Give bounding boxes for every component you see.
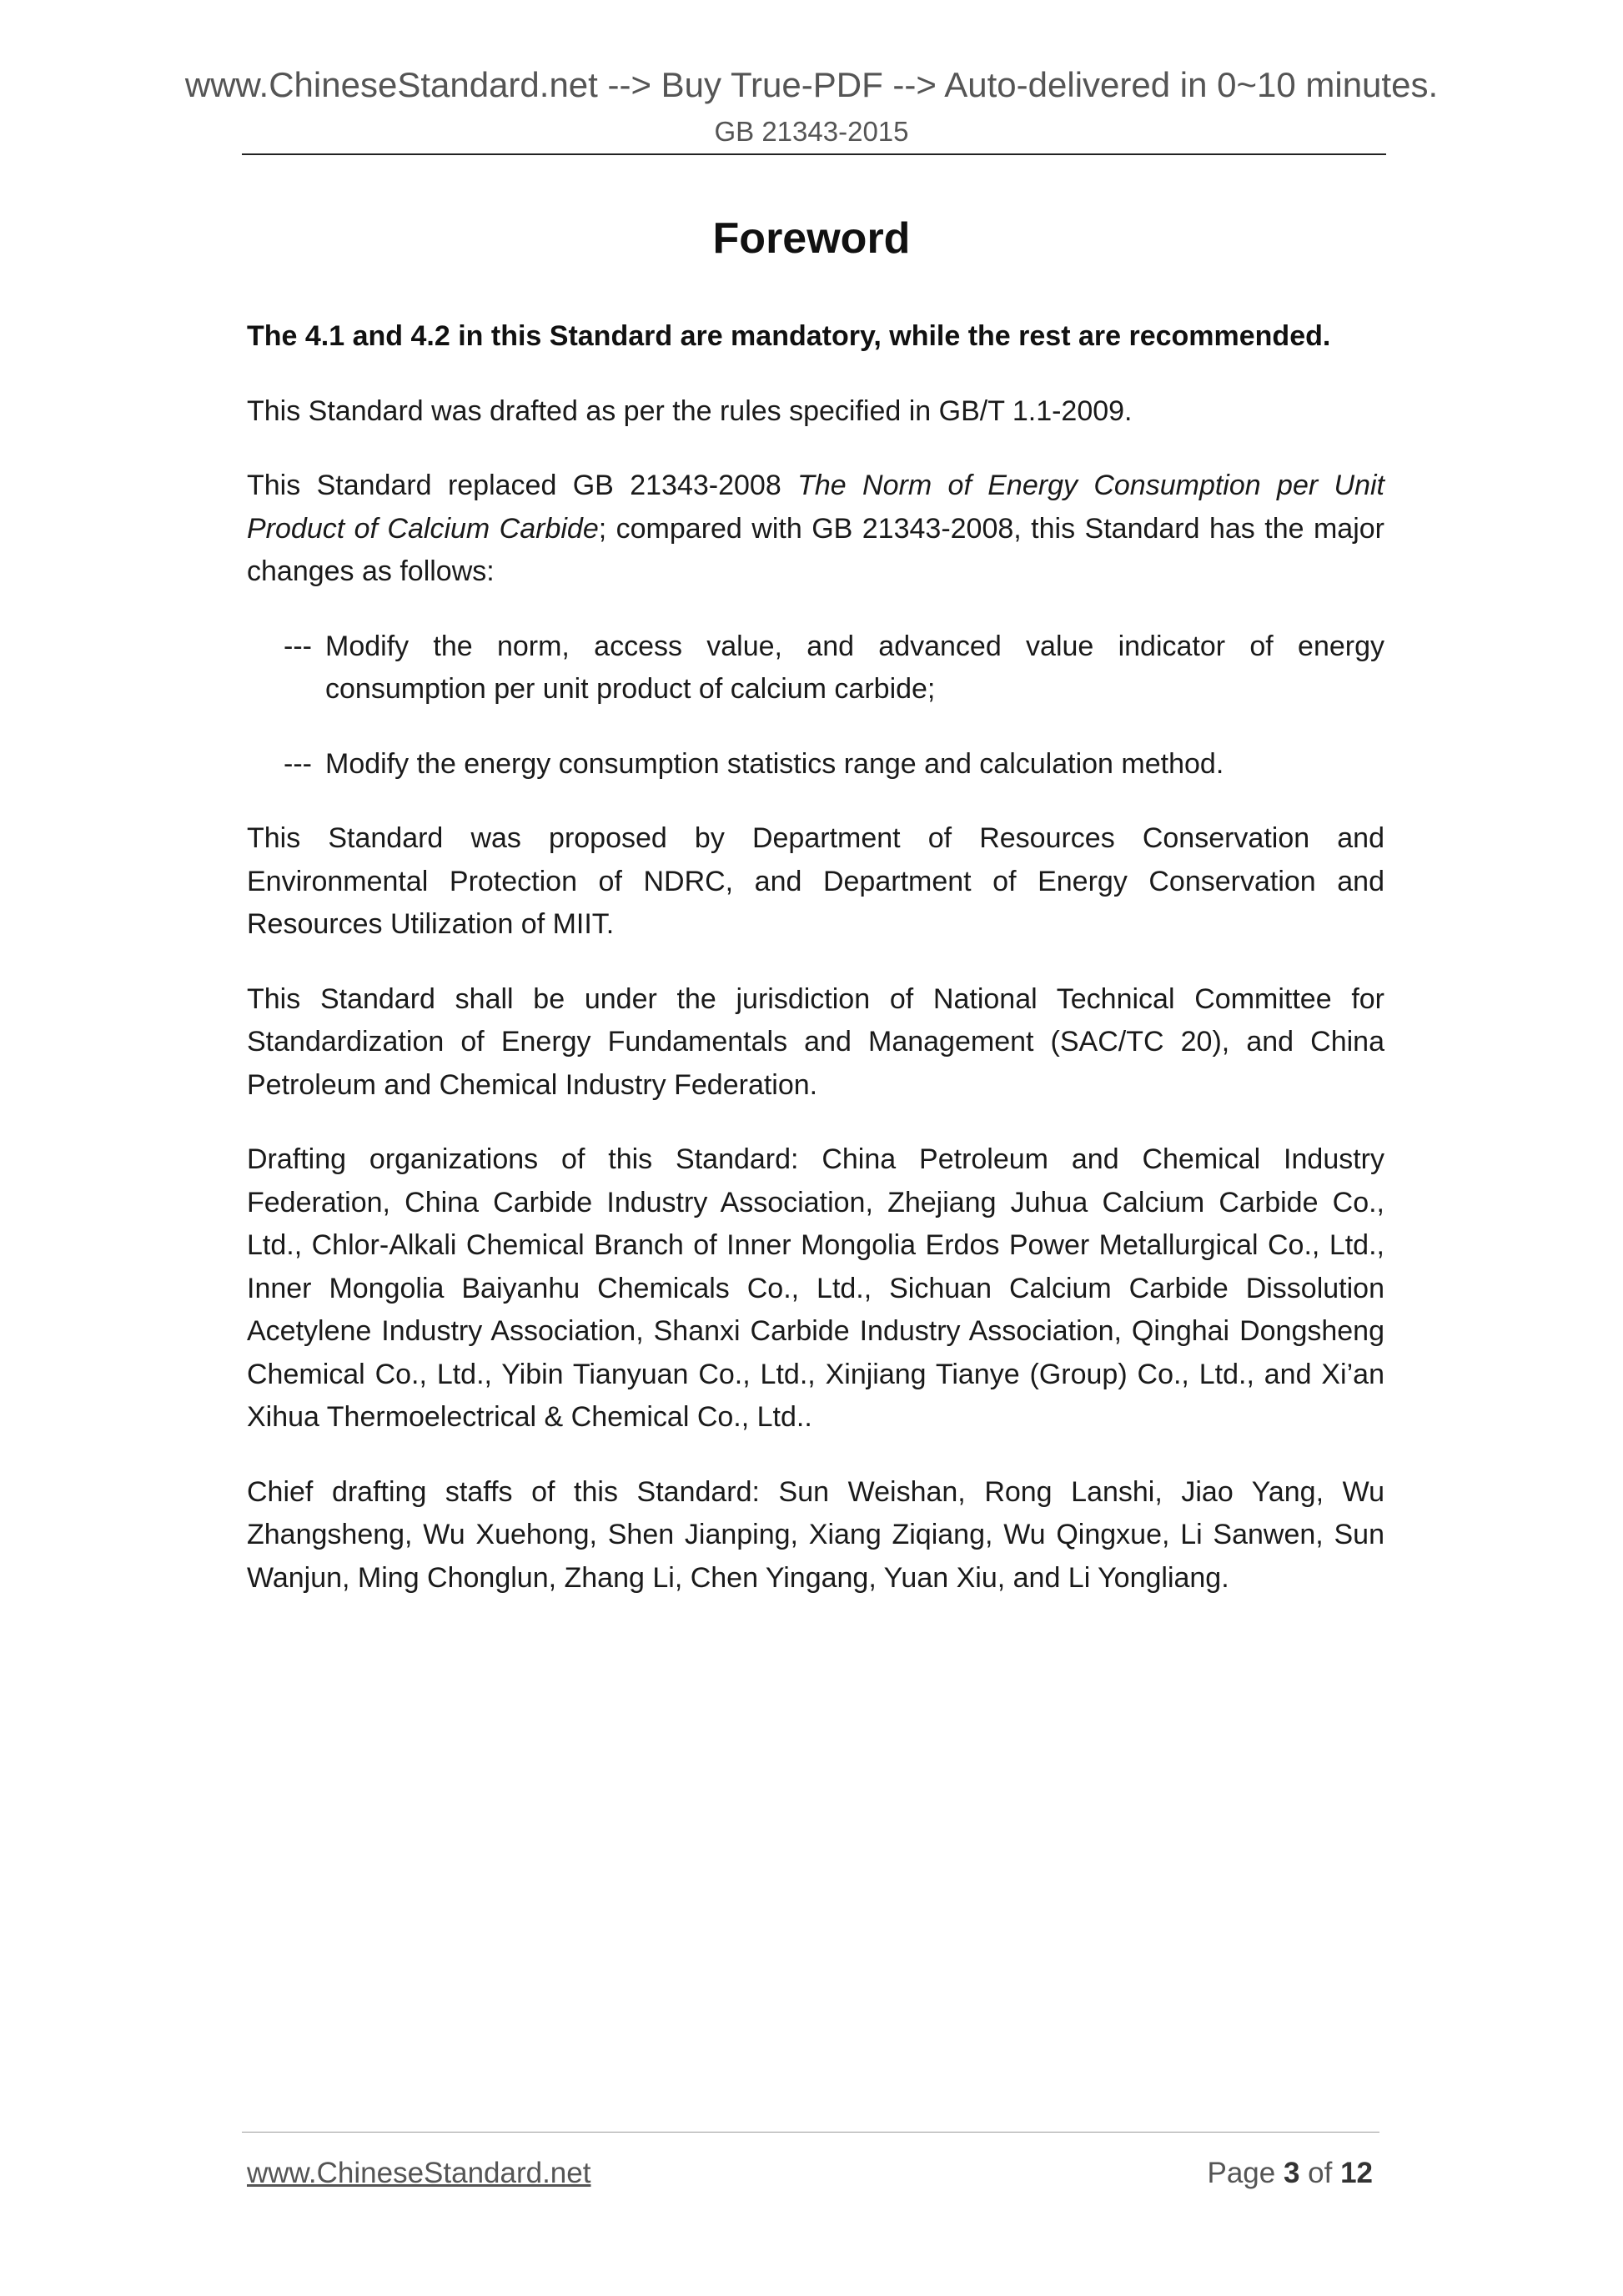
header-doc-number: GB 21343-2015 — [714, 116, 909, 147]
page-total: 12 — [1340, 2157, 1373, 2189]
header-divider — [242, 153, 1386, 155]
header-banner: www.ChineseStandard.net --> Buy True-PDF --> Auto-delivered in 0~10 minutes. — [184, 65, 1439, 104]
page-title: Foreword — [712, 214, 911, 263]
chief-drafting-staffs-paragraph: Chief drafting staffs of this Standard: Sun Weishan, Rong Lanshi, Jiao Yang, Wu Zhangsheng, Wu Xuehong, Shen Jianping, Xiang Ziqiang, Wu Qingxue, Li Sanwen, Sun Wanjun, Ming Chonglun, Zhang Li, Chen Yingang, Yuan Xiu, and Li Yongliang. — [247, 1475, 1384, 1594]
mandatory-note: The 4.1 and 4.2 in this Standard are mandatory, while the rest are recommended. — [247, 320, 1331, 352]
page-current: 3 — [1283, 2157, 1300, 2189]
footer-divider — [242, 2132, 1379, 2133]
replacement-suffix: ; compared with GB 21343-2008, this Standard has the major changes as follows: — [247, 512, 1384, 587]
page-of: of — [1299, 2157, 1341, 2189]
change-item-dash: --- — [284, 747, 312, 780]
change-item-text: Modify the norm, access value, and advanced value indicator of energy consumption per unit product of calcium carbide; — [325, 630, 1384, 705]
foreword-body — [247, 315, 1384, 1631]
replacement-prefix: This Standard replaced GB 21343-2008 — [247, 470, 798, 501]
change-item — [284, 743, 1384, 786]
jurisdiction-paragraph: This Standard shall be under the jurisdiction of National Technical Committee for Standardization of Energy Fundamentals and Management (SAC/TC 20), and China Petroleum and Chemical Industry Federation. — [247, 982, 1384, 1101]
footer-page-number — [1207, 2155, 1373, 2192]
change-item-text: Modify the energy consumption statistics range and calculation method. — [325, 747, 1224, 780]
change-item-dash: --- — [284, 630, 312, 662]
drafting-rules-paragraph: This Standard was drafted as per the rules specified in GB/T 1.1-2009. — [247, 394, 1133, 427]
page-prefix: Page — [1207, 2157, 1284, 2189]
replacement-paragraph — [247, 465, 1384, 594]
change-item — [284, 625, 1384, 711]
proposed-by-paragraph: This Standard was proposed by Department of Resources Conservation and Environmental Protection of NDRC, and Department of Energy Conservation and Resources Utilization of MIIT. — [247, 822, 1384, 940]
footer-site-link[interactable]: www.ChineseStandard.net — [247, 2157, 591, 2189]
drafting-organizations-paragraph: Drafting organizations of this Standard: China Petroleum and Chemical Industry Federation, China Carbide Industry Association, Zhejiang Juhua Calcium Carbide Co., Ltd., Chlor-Alkali Chemical Branch of Inner Mongolia Erdos Power Metallurgical Co., Ltd., Inner Mongolia Baiyanhu Chemicals Co., Ltd., Sichuan Calcium Carbide Dissolution Acetylene Industry Association, Shanxi Carbide Industry Association, Qinghai Dongsheng Chemical Co., Ltd., Yibin Tianyuan Co., Ltd., Xinjiang Tianye (Group) Co., Ltd., and Xi’an Xihua Thermoelectrical & Chemical Co., Ltd.. — [247, 1143, 1384, 1433]
replaced-standard-title: The Norm of Energy Consumption per Unit Product of Calcium Carbide — [247, 470, 1385, 545]
